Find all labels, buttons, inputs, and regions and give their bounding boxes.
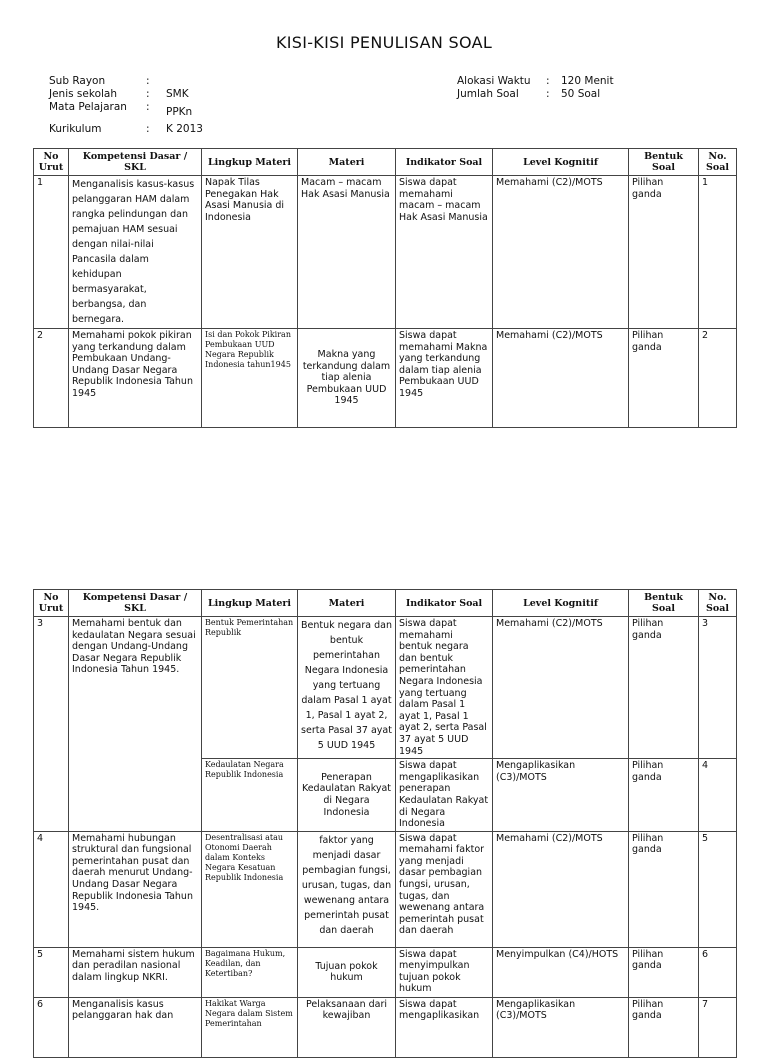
cell-level: Memahami (C2)/MOTS xyxy=(493,329,629,428)
cell-no: 2 xyxy=(34,329,69,428)
cell-no: 5 xyxy=(34,947,69,997)
cell-lingkup: Bagaimana Hukum, Keadilan, dan Ketertiban? xyxy=(202,947,298,997)
cell-no-soal: 6 xyxy=(699,947,737,997)
cell-bentuk: Pilihan ganda xyxy=(629,997,699,1057)
header-no-soal: No. Soal xyxy=(699,590,737,617)
cell-materi: Bentuk negara dan bentuk pemerintahan Negara Indonesia yang tertuang dalam Pasal 1 ayat 1, Pasal 1 ayat 2, serta Pasal 37 ayat 5 UUD 1945 xyxy=(298,617,396,759)
cell-kd: Menganalisis kasus-kasus pelanggaran HAM dalam rangka pelindungan dan pemajuan HAM sesuai dengan nilai-nilai Pancasila dalam kehidupan bermasyarakat, berbangsa, dan bernegara. xyxy=(69,176,202,329)
header-kd: Kompetensi Dasar / SKL xyxy=(69,590,202,617)
cell-bentuk: Pilihan ganda xyxy=(629,759,699,832)
cell-level: Mengaplikasikan (C3)/MOTS xyxy=(493,997,629,1057)
header-indikator: Indikator Soal xyxy=(396,590,493,617)
cell-kd: Memahami bentuk dan kedaulatan Negara sesuai dengan Undang-Undang Dasar Negara Republik Indonesia Tahun 1945. xyxy=(69,617,202,832)
cell-kd: Menganalisis kasus pelanggaran hak dan xyxy=(69,997,202,1057)
cell-level: Mengaplikasikan (C3)/MOTS xyxy=(493,759,629,832)
cell-kd: Memahami sistem hukum dan peradilan nasional dalam lingkup NKRI. xyxy=(69,947,202,997)
header-materi: Materi xyxy=(298,590,396,617)
cell-no: 4 xyxy=(34,831,69,947)
table-header-row xyxy=(34,590,737,617)
cell-materi: Makna yang terkandung dalam tiap alenia Pembukaan UUD 1945 xyxy=(298,329,396,428)
cell-indikator: Siswa dapat memahami bentuk negara dan bentuk pemerintahan Negara Indonesia yang tertuang dalam Pasal 1 ayat 1, Pasal 1 ayat 2, serta Pasal 37 ayat 5 UUD 1945 xyxy=(396,617,493,759)
cell-lingkup: Kedaulatan Negara Republik Indonesia xyxy=(202,759,298,832)
kisi-table-2 xyxy=(33,589,737,1058)
cell-indikator: Siswa dapat memahami macam – macam Hak Asasi Manusia xyxy=(396,176,493,329)
cell-materi: Tujuan pokok hukum xyxy=(298,947,396,997)
table-row xyxy=(34,329,737,428)
header-lingkup: Lingkup Materi xyxy=(202,149,298,176)
cell-lingkup: Hakikat Warga Negara dalam Sistem Pemerintahan xyxy=(202,997,298,1057)
table-row xyxy=(34,831,737,947)
cell-kd: Memahami hubungan struktural dan fungsional pemerintahan pusat dan daerah menurut Undang-Undang Dasar Negara Republik Indonesia Tahun 1945. xyxy=(69,831,202,947)
cell-no-soal: 4 xyxy=(699,759,737,832)
kisi-table-1 xyxy=(33,148,737,428)
info-right: Alokasi Waktu : 120 Menit Jumlah Soal : 50 Soal xyxy=(457,75,614,100)
cell-kd: Memahami pokok pikiran yang terkandung dalam Pembukaan Undang-Undang Dasar Negara Republik Indonesia Tahun 1945 xyxy=(69,329,202,428)
header-materi: Materi xyxy=(298,149,396,176)
cell-level: Menyimpulkan (C4)/HOTS xyxy=(493,947,629,997)
table-header-row xyxy=(34,149,737,176)
header-indikator: Indikator Soal xyxy=(396,149,493,176)
cell-indikator: Siswa dapat mengaplikasikan xyxy=(396,997,493,1057)
cell-no: 6 xyxy=(34,997,69,1057)
cell-no: 3 xyxy=(34,617,69,832)
cell-bentuk: Pilihan ganda xyxy=(629,329,699,428)
cell-lingkup: Bentuk Pemerintahan Republik xyxy=(202,617,298,759)
header-level: Level Kognitif xyxy=(493,590,629,617)
cell-no-soal: 1 xyxy=(699,176,737,329)
header-no-urut: No Urut xyxy=(34,149,69,176)
cell-no-soal: 2 xyxy=(699,329,737,428)
cell-materi: faktor yang menjadi dasar pembagian fungsi, urusan, tugas, dan wewenang antara pemerintah pusat dan daerah xyxy=(298,831,396,947)
cell-indikator: Siswa dapat menyimpulkan tujuan pokok hukum xyxy=(396,947,493,997)
cell-bentuk: Pilihan ganda xyxy=(629,831,699,947)
header-level: Level Kognitif xyxy=(493,149,629,176)
cell-materi: Macam – macam Hak Asasi Manusia xyxy=(298,176,396,329)
cell-indikator: Siswa dapat memahami Makna yang terkandung dalam tiap alenia Pembukaan UUD 1945 xyxy=(396,329,493,428)
info-left: Sub Rayon : Jenis sekolah : SMK Mata Pelajaran : PPKn Kurikulum : K 2013 xyxy=(49,75,203,135)
cell-indikator: Siswa dapat mengaplikasikan penerapan Kedaulatan Rakyat di Negara Indonesia xyxy=(396,759,493,832)
cell-no: 1 xyxy=(34,176,69,329)
cell-level: Memahami (C2)/MOTS xyxy=(493,831,629,947)
header-bentuk: Bentuk Soal xyxy=(629,149,699,176)
cell-bentuk: Pilihan ganda xyxy=(629,176,699,329)
header-no-soal: No. Soal xyxy=(699,149,737,176)
table-row xyxy=(34,997,737,1057)
cell-bentuk: Pilihan ganda xyxy=(629,617,699,759)
cell-no-soal: 3 xyxy=(699,617,737,759)
cell-indikator: Siswa dapat memahami faktor yang menjadi dasar pembagian fungsi, urusan, tugas, dan wewenang antara pemerintah pusat dan daerah xyxy=(396,831,493,947)
cell-bentuk: Pilihan ganda xyxy=(629,947,699,997)
cell-no-soal: 5 xyxy=(699,831,737,947)
header-no-urut: No Urut xyxy=(34,590,69,617)
cell-level: Memahami (C2)/MOTS xyxy=(493,176,629,329)
cell-no-soal: 7 xyxy=(699,997,737,1057)
document-title: KISI-KISI PENULISAN SOAL xyxy=(275,33,493,52)
table-row xyxy=(34,176,737,329)
header-lingkup: Lingkup Materi xyxy=(202,590,298,617)
header-bentuk: Bentuk Soal xyxy=(629,590,699,617)
table-row xyxy=(34,617,737,759)
cell-lingkup: Isi dan Pokok Pikiran Pembukaan UUD Negara Republik Indonesia tahun1945 xyxy=(202,329,298,428)
header-kd: Kompetensi Dasar / SKL xyxy=(69,149,202,176)
cell-lingkup: Napak Tilas Penegakan Hak Asasi Manusia di Indonesia xyxy=(202,176,298,329)
table-row xyxy=(34,947,737,997)
cell-lingkup: Desentralisasi atau Otonomi Daerah dalam Konteks Negara Kesatuan Republik Indonesia xyxy=(202,831,298,947)
cell-materi: Penerapan Kedaulatan Rakyat di Negara Indonesia xyxy=(298,759,396,832)
cell-materi: Pelaksanaan dari kewajiban xyxy=(298,997,396,1057)
cell-level: Memahami (C2)/MOTS xyxy=(493,617,629,759)
